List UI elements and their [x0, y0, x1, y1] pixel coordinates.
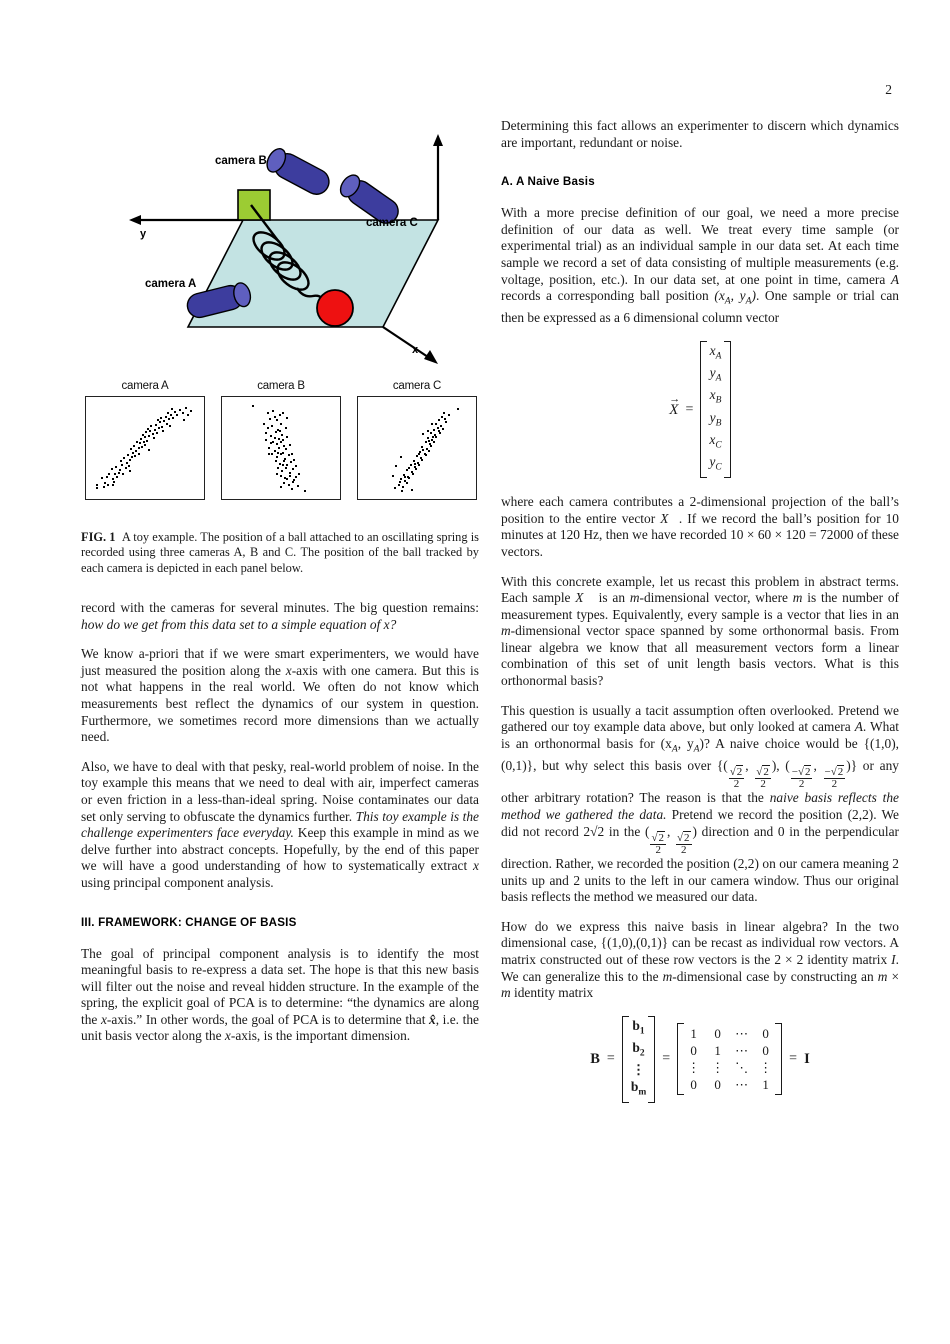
identity-cell-3-1: 0	[714, 1077, 721, 1093]
data-point	[433, 429, 435, 431]
data-point	[276, 473, 278, 475]
data-point	[288, 454, 290, 456]
data-point	[138, 447, 140, 449]
data-point	[419, 451, 421, 453]
left-column	[81, 118, 479, 1058]
identity-cell-2-1: ⋮	[711, 1060, 725, 1076]
data-point	[129, 470, 131, 472]
data-point	[148, 435, 150, 437]
data-point	[162, 430, 164, 432]
data-point	[398, 484, 400, 486]
data-point	[187, 414, 189, 416]
data-point	[279, 430, 281, 432]
data-point	[141, 446, 143, 448]
data-point	[139, 442, 141, 444]
data-point	[442, 428, 444, 430]
data-point	[106, 476, 108, 478]
identity-matrix-cells	[686, 1025, 773, 1093]
vector-entry-1: $y_A$	[709, 365, 722, 384]
data-point	[176, 414, 178, 416]
data-point	[163, 420, 165, 422]
data-point	[174, 411, 176, 413]
axis-x-line	[383, 327, 431, 359]
vector-entry-0: $x_A$	[709, 343, 722, 362]
figure-caption-label: FIG. 1	[81, 530, 116, 544]
data-point	[448, 414, 450, 416]
data-point	[401, 490, 403, 492]
paragraphs-after-vector-equation	[501, 494, 899, 1002]
identity-cell-1-1: 1	[714, 1043, 721, 1059]
data-point	[392, 475, 394, 477]
identity-cell-2-2: ⋱	[735, 1060, 749, 1076]
vector-entry-4: $x_C$	[709, 431, 722, 451]
data-point	[406, 469, 408, 471]
data-point	[166, 423, 168, 425]
data-point	[280, 486, 282, 488]
section-heading-framework: III. FRAMEWORK: CHANGE OF BASIS	[81, 915, 297, 929]
p-tacit: This question is usually a tacit assumption often overlooked. Pretend we gathered our toy example data above, but only looked at camera A. What is an orthonormal basis for ($x_A$, $y_A$)? A naive choice would be {(1,0),(0,1)}, but why select this basis over {( $\frac{√2}{2}$ , $\frac{√2}{2}$ ), ( $\frac{-√2}{2}$ , $\frac{-√2}{2}$ )} or any other arbitrary rotation? The reason is that the naive basis reflects the method we gathered the data. Pretend we record the position (2,2). We did not record 2√2 in the ( $\frac{√2}{2}$ , $\frac{√2}{2}$ ) direction and 0 in the perpendicular direction. Rather, we recorded the position (2,2) on our camera meaning 2 units up and 2 units to the left in our camera window. Thus our original basis reflects the method we measured our data.	[501, 702, 900, 905]
data-point	[169, 425, 171, 427]
data-point	[444, 418, 446, 420]
data-point	[272, 410, 274, 412]
data-point	[144, 444, 146, 446]
data-point	[292, 468, 294, 470]
data-point	[276, 456, 278, 458]
data-point	[265, 439, 267, 441]
data-point	[133, 445, 135, 447]
data-point	[421, 459, 423, 461]
data-point	[395, 465, 397, 467]
data-point	[107, 484, 109, 486]
data-point	[402, 486, 404, 488]
data-point	[438, 419, 440, 421]
camera-scatter-panels	[85, 380, 477, 500]
data-point	[96, 484, 98, 486]
data-point	[425, 454, 427, 456]
data-point	[158, 427, 160, 429]
data-point	[150, 425, 152, 427]
panel-camera-b	[221, 380, 341, 500]
data-point	[431, 423, 433, 425]
data-point	[121, 464, 123, 466]
page-number: 2	[885, 82, 892, 97]
data-point	[140, 438, 142, 440]
data-point	[422, 433, 424, 435]
data-point	[286, 417, 288, 419]
identity-cell-3-3: 1	[762, 1077, 769, 1093]
data-point	[421, 446, 423, 448]
data-point	[280, 475, 282, 477]
data-point	[130, 448, 132, 450]
data-point	[445, 421, 447, 423]
data-point	[430, 432, 432, 434]
data-point	[403, 474, 405, 476]
figure-caption	[81, 530, 479, 576]
p-abstract: With this concrete example, let us recast this problem in abstract terms. Each sample X⃗ is an m-dimensional vector, where m is the number of measurement types. Equivalently, every sample is a vector that lies in an m-dimensional vector space spanned by some orthonormal basis. From linear algebra we know that all measurement vectors form a linear combination of this set of unit length basis vectors. What is this orthonormal basis?	[501, 573, 899, 689]
equals-sign-3: =	[789, 1051, 798, 1067]
data-point	[271, 453, 273, 455]
data-point	[96, 487, 98, 489]
data-point	[280, 423, 282, 425]
data-point	[171, 408, 173, 410]
data-point	[168, 418, 170, 420]
data-point	[410, 464, 412, 466]
rowvector-brackets	[622, 1016, 655, 1103]
data-point	[297, 485, 299, 487]
data-point	[120, 460, 122, 462]
data-point	[267, 427, 269, 429]
data-point	[285, 427, 287, 429]
data-point	[281, 434, 283, 436]
camera-a-label: camera A	[145, 278, 197, 290]
data-point	[413, 460, 415, 462]
data-point	[111, 468, 113, 470]
data-point	[288, 484, 290, 486]
data-point	[277, 467, 279, 469]
data-point	[119, 469, 121, 471]
data-point	[149, 430, 151, 432]
paragraphs-before-vector-equation	[501, 205, 899, 327]
basis-rowvectors	[631, 1018, 646, 1101]
data-point	[285, 448, 287, 450]
data-point	[286, 464, 288, 466]
data-point	[430, 445, 432, 447]
vector-entries	[709, 343, 721, 476]
data-point	[172, 417, 174, 419]
data-point	[283, 445, 285, 447]
identity-cell-1-2: ⋯	[735, 1043, 749, 1059]
data-point	[441, 416, 443, 418]
data-point	[132, 452, 134, 454]
data-point	[457, 408, 459, 410]
data-point	[145, 431, 147, 433]
axis-y-label: y	[140, 228, 147, 240]
data-point	[126, 462, 128, 464]
data-point	[167, 412, 169, 414]
p-precise: With a more precise definition of our goal, we need a more precise definition of our data as well. We treat every time sample (or experimental trial) as an individual sample in our data set. At each time sample we record a set of data consisting of multiple measurements (e.g. voltage, position, etc.). In our data set, at one point in time, camera A records a corresponding ball position ($x_A$, $y_A$). One sample or trial can then be expressed as a 6 dimensional column vector	[501, 205, 900, 326]
data-point	[412, 473, 414, 475]
data-point	[160, 417, 162, 419]
data-point	[127, 454, 129, 456]
data-point	[144, 436, 146, 438]
data-point	[101, 477, 103, 479]
data-point	[293, 459, 295, 461]
panel-title-a: camera A	[121, 380, 169, 392]
data-point	[443, 412, 445, 414]
data-point	[282, 412, 284, 414]
data-point	[159, 421, 161, 423]
data-point	[143, 441, 145, 443]
data-point	[179, 409, 181, 411]
subsection-heading-naive-basis: A. A Naive Basis	[501, 175, 595, 189]
data-point	[440, 425, 442, 427]
intro-paragraph	[501, 118, 899, 151]
data-point	[152, 433, 154, 435]
identity-cell-2-0: ⋮	[687, 1060, 701, 1076]
ball	[317, 290, 353, 326]
data-point	[432, 436, 434, 438]
axis-z-arrow	[433, 134, 443, 146]
data-point	[290, 461, 292, 463]
data-point	[282, 464, 284, 466]
axis-y-arrow	[129, 215, 141, 225]
data-point	[104, 482, 106, 484]
equation-identity-matrix	[501, 1016, 899, 1103]
p-determining: Determining this fact allows an experimenter to discern which dynamics are important, redundant or noise.	[501, 118, 899, 150]
data-point	[427, 430, 429, 432]
vector-x-letter: X	[669, 402, 679, 419]
data-point	[129, 459, 131, 461]
data-point	[408, 467, 410, 469]
data-point	[161, 426, 163, 428]
data-point	[113, 481, 115, 483]
data-point	[422, 449, 424, 451]
data-point	[270, 435, 272, 437]
data-point	[131, 456, 133, 458]
data-point	[148, 449, 150, 451]
figure-caption-text: A toy example. The position of a ball attached to an oscillating spring is recorded using three cameras A, B and C. The position of the ball tracked by each camera is depicted in each panel below.	[81, 530, 480, 575]
camera-b-label: camera B	[215, 155, 267, 167]
left-column-paragraphs	[81, 600, 479, 892]
data-point	[291, 488, 293, 490]
data-point	[271, 425, 273, 427]
data-point	[157, 419, 159, 421]
axis-x-arrow	[424, 350, 438, 364]
data-point	[146, 440, 148, 442]
data-point	[289, 475, 291, 477]
figure-1	[81, 118, 480, 575]
data-point	[134, 455, 136, 457]
identity-cell-3-2: ⋯	[735, 1077, 749, 1093]
vector-brackets	[700, 341, 730, 478]
data-point	[278, 447, 280, 449]
data-point	[182, 412, 184, 414]
data-point	[274, 416, 276, 418]
vector-entry-5: $y_C$	[709, 453, 722, 473]
data-point	[136, 441, 138, 443]
data-point	[277, 452, 279, 454]
data-point	[125, 467, 127, 469]
data-point	[112, 478, 114, 480]
identity-cell-0-1: 0	[714, 1026, 721, 1042]
data-point	[286, 436, 288, 438]
data-point	[414, 463, 416, 465]
data-point	[286, 478, 288, 480]
data-point	[399, 481, 401, 483]
data-point	[263, 423, 265, 425]
p-noise: Also, we have to deal with that pesky, real-world problem of noise. In the toy example this means that we need to deal with air, imperfect cameras or even friction in a less-than-ideal spring. Noise contaminates our data set only serving to obfuscate the dynamics further. This toy example is the challenge experimenters face everyday. Keep this example in mind as we delve further into abstract concepts. Hopefully, by the end of this paper we will have a good understanding of how to systematically extract x using principal component analysis.	[81, 758, 479, 890]
panel-title-b: camera B	[257, 380, 305, 392]
data-point	[270, 442, 272, 444]
data-point	[268, 447, 270, 449]
equation-column-vector	[501, 341, 899, 478]
data-point	[295, 465, 297, 467]
data-point	[276, 443, 278, 445]
p-framework: The goal of principal component analysis is to identify the most meaningful basis to re-express a data set. The hope is that this new basis will filter out the noise and reveal hidden structure. In the example of the spring, the explicit goal of PCA is to determine: “the dynamics are along the x-axis.” In other words, the goal of PCA is to determine that x̂, i.e. the unit basis vector along the x-axis, is the important dimension.	[81, 945, 479, 1044]
vector-entry-2: $x_B$	[709, 387, 722, 407]
figure-caption-wrap	[81, 530, 479, 576]
data-point	[418, 453, 420, 455]
data-point	[147, 428, 149, 430]
data-point	[418, 464, 420, 466]
data-point	[269, 418, 271, 420]
data-point	[138, 453, 140, 455]
data-point	[275, 431, 277, 433]
identity-matrix-brackets	[677, 1023, 782, 1095]
camera-b-icon	[263, 146, 333, 199]
camera-c-label: camera C	[366, 217, 418, 229]
data-point	[112, 484, 114, 486]
equals-sign-2: =	[662, 1051, 671, 1067]
data-point	[279, 414, 281, 416]
data-point	[108, 473, 110, 475]
p-record: record with the cameras for several minutes. The big question remains: how do we get from this data set to a simple equation of x?	[81, 600, 479, 632]
data-point	[103, 486, 105, 488]
data-point	[291, 453, 293, 455]
data-point	[183, 419, 185, 421]
data-point	[153, 437, 155, 439]
data-point	[404, 476, 406, 478]
data-point	[408, 477, 410, 479]
data-point	[280, 441, 282, 443]
data-point	[282, 452, 284, 454]
data-point	[289, 472, 291, 474]
data-point	[275, 460, 277, 462]
data-point	[427, 437, 429, 439]
identity-cell-2-3: ⋮	[759, 1060, 773, 1076]
identity-symbol: I	[804, 1050, 810, 1067]
spring-mount-block	[238, 190, 270, 220]
vector-arrow-accent: →	[669, 393, 680, 406]
data-point	[283, 482, 285, 484]
rowvector-3: $b_m$	[630, 1078, 647, 1098]
data-point	[415, 468, 417, 470]
panel-camera-a	[85, 380, 205, 500]
data-point	[411, 489, 413, 491]
data-point	[282, 439, 284, 441]
data-point	[439, 432, 441, 434]
data-point	[154, 429, 156, 431]
data-point	[252, 405, 254, 407]
identity-cell-0-3: 0	[762, 1026, 769, 1042]
data-point	[165, 416, 167, 418]
data-point	[276, 419, 278, 421]
data-point	[285, 467, 287, 469]
data-point	[400, 478, 402, 480]
data-point	[267, 412, 269, 414]
data-point	[170, 414, 172, 416]
right-column	[501, 118, 899, 1119]
toy-example-diagram	[83, 112, 475, 374]
data-point	[433, 441, 435, 443]
data-point	[278, 438, 280, 440]
framework-paragraph	[81, 946, 479, 1046]
data-point	[272, 441, 274, 443]
data-point	[428, 440, 430, 442]
identity-cell-0-2: ⋯	[735, 1026, 749, 1042]
scatter-plot-camera-a	[85, 396, 205, 500]
data-point	[435, 423, 437, 425]
data-point	[298, 473, 300, 475]
p-howdo: How do we express this naive basis in linear algebra? In the two dimensional case, {(1,0),(0,1)} can be recast as individual row vectors. A matrix constructed out of these row vectors is the 2 × 2 identity matrix I. We can generalize this to the m-dimensional case by constructing an m × m identity matrix	[501, 918, 899, 1001]
identity-cell-1-0: 0	[690, 1043, 697, 1059]
data-point	[400, 456, 402, 458]
identity-cell-0-0: 1	[690, 1026, 697, 1042]
data-point	[118, 472, 120, 474]
data-point	[114, 473, 116, 475]
panel-title-c: camera C	[392, 380, 442, 392]
scatter-plot-camera-c	[357, 396, 477, 500]
data-point	[437, 427, 439, 429]
data-point	[123, 457, 125, 459]
data-point	[435, 436, 437, 438]
data-point	[274, 437, 276, 439]
data-point	[128, 465, 130, 467]
p-apriori: We know a-priori that if we were smart experimenters, we would have just measured the position along the x-axis with one camera. But this is not what happens in the real world. We often do not know which measurements best reflect the dynamics of our system in question. Furthermore, we sometimes record more dimensions than we actually need.	[81, 646, 479, 745]
data-point	[135, 450, 137, 452]
equals-sign: =	[685, 401, 694, 417]
data-point	[122, 473, 124, 475]
equals-sign-1: =	[606, 1051, 615, 1067]
data-point	[281, 470, 283, 472]
data-point	[185, 407, 187, 409]
data-point	[304, 490, 306, 492]
data-point	[156, 432, 158, 434]
data-point	[155, 424, 157, 426]
rowvector-2: ⋮	[631, 1062, 646, 1078]
data-point	[280, 453, 282, 455]
data-point	[283, 460, 285, 462]
data-point	[295, 476, 297, 478]
data-point	[268, 453, 270, 455]
data-point	[425, 441, 427, 443]
data-point	[279, 463, 281, 465]
data-point	[428, 450, 430, 452]
vector-entry-3: $y_B$	[709, 409, 722, 429]
p-where-each: where each camera contributes a 2-dimensional projection of the ball’s position to the entire vector X⃗. If we record the ball’s position for 10 minutes at 120 Hz, then we have recorded 10 × 60 × 120 = 72000 of these vectors.	[501, 494, 899, 559]
identity-cell-3-0: 0	[690, 1077, 697, 1093]
data-point	[394, 487, 396, 489]
rowvector-1: $b_2$	[632, 1039, 645, 1059]
data-point	[416, 455, 418, 457]
data-point	[116, 476, 118, 478]
data-point	[142, 434, 144, 436]
data-point	[190, 410, 192, 412]
scatter-plot-camera-b	[221, 396, 341, 500]
matrix-b-symbol: B	[590, 1050, 600, 1067]
data-point	[265, 432, 267, 434]
data-point	[289, 444, 291, 446]
identity-cell-1-3: 0	[762, 1043, 769, 1059]
vector-x-symbol	[669, 393, 680, 419]
data-point	[406, 482, 408, 484]
data-point	[292, 481, 294, 483]
rowvector-0: $b_1$	[632, 1017, 645, 1037]
data-point	[115, 466, 117, 468]
data-point	[274, 450, 276, 452]
axis-x-label: x	[412, 344, 419, 356]
panel-camera-c	[357, 380, 477, 500]
